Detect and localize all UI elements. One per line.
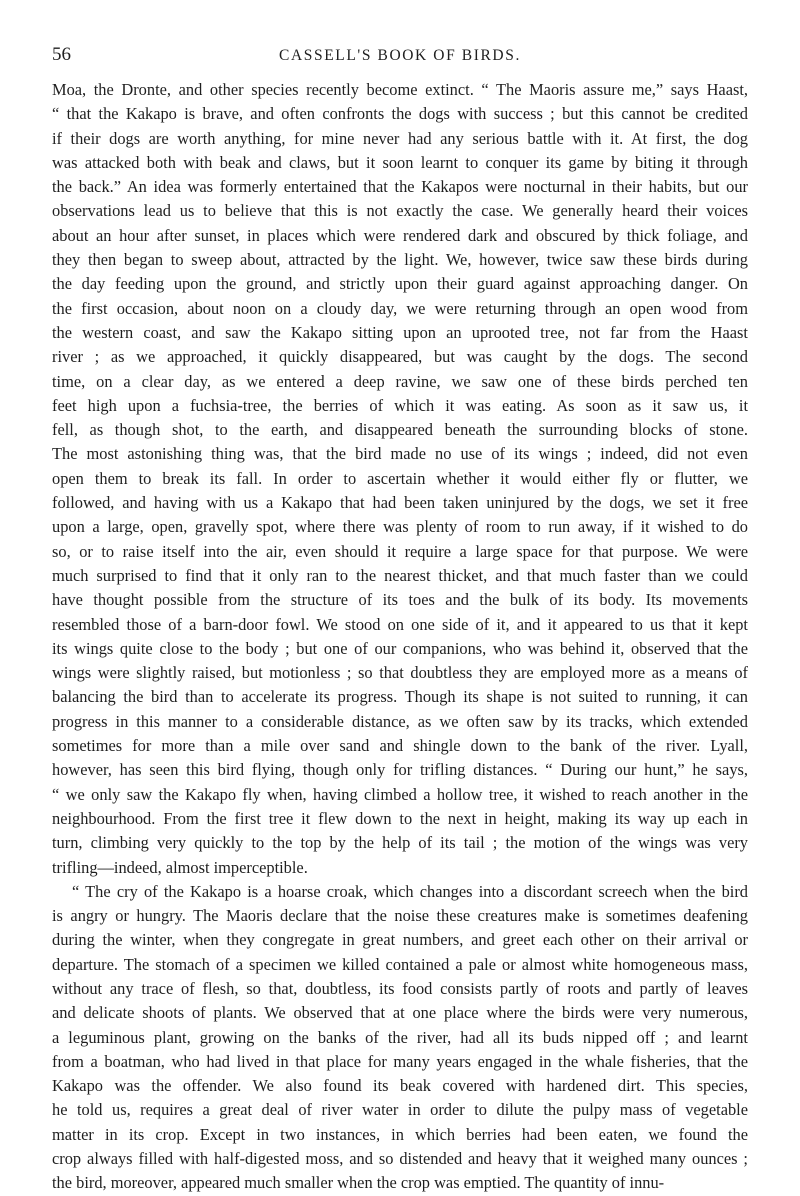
text-line: neighbourhood. From the first tree it flew down to the next in height, making its way up each in [52,808,748,828]
text-line: wings were slightly raised, but motionless ; so that doubtless they are employed more as a means of [52,663,748,683]
text-line: fell, as though shot, to the earth, and disappeared beneath the surrounding blocks of stone. [52,420,748,440]
text-line: he told us, requires a great deal of river water in order to dilute the pulpy mass of vegetable [52,1100,748,1120]
text-line: turn, climbing very quickly to the top by the help of its tail ; the motion of the wings was very [52,833,748,853]
text-line: have thought possible from the structure of its toes and the bulk of its body. Its movements [52,590,748,610]
text-line: and delicate shoots of plants. We observed that at one place where the birds were very numerous, [52,1003,748,1023]
text-line: its wings quite close to the body ; but one of our companions, who was behind it, observed that the [52,638,748,658]
text-line: without any trace of flesh, so that, doubtless, its food consists partly of roots and partly of leaves [52,978,748,998]
text-line: balancing the bird than to accelerate its progress. Though its shape is not suited to running, it can [52,687,748,707]
text-line: they then began to sweep about, attracted by the light. We, however, twice saw these birds during [52,250,748,270]
text-line: time, on a clear day, as we entered a deep ravine, we saw one of these birds perched ten [52,371,748,391]
text-line: Moa, the Dronte, and other species recently become extinct. “ The Maoris assure me,” says Haast, [52,80,748,99]
text-line: progress in this manner to a considerable distance, as we often saw by its tracks, which extended [52,711,748,731]
text-line: if their dogs are worth anything, for mine never had any serious battle with it. At first, the dog [52,128,748,148]
text-line: the day feeding upon the ground, and strictly upon their guard against approaching danger. On [52,274,748,294]
running-title: CASSELL'S BOOK OF BIRDS. [279,47,521,64]
running-head [52,40,748,70]
paragraph [52,880,748,1196]
text-line: much surprised to find that it only ran to the nearest thicket, and that much faster than we could [52,565,748,585]
text-line: river ; as we approached, it quickly disappeared, but was caught by the dogs. The second [52,347,748,367]
text-line: the back.” An idea was formerly entertained that the Kakapos were nocturnal in their habits, but our [52,177,748,197]
text-line: “ we only saw the Kakapo fly when, having climbed a hollow tree, it wished to reach another in the [52,784,748,804]
text-line: is angry or hungry. The Maoris declare that the noise these creatures make is sometimes deafening [52,906,748,926]
text-line: upon a large, open, gravelly spot, where there was plenty of room to run away, if it wished to do [52,517,748,537]
text-line: was attacked both with beak and claws, but it soon learnt to conquer its game by biting it through [52,152,748,172]
paragraph [52,78,748,880]
text-line: sometimes for more than a mile over sand and shingle down to the bank of the river. Lyall, [52,736,748,756]
text-line: resembled those of a barn-door fowl. We stood on one side of it, and it appeared to us that it kept [52,614,748,634]
text-line: “ The cry of the Kakapo is a hoarse croak, which changes into a discordant screech when the bird [72,881,748,901]
text-line: so, or to raise itself into the air, even should it require a large space for that purpose. We were [52,541,748,561]
text-line: “ that the Kakapo is brave, and often confronts the dogs with success ; but this cannot be credited [52,104,748,124]
text-line: The most astonishing thing was, that the bird made no use of its wings ; indeed, did not even [52,444,748,464]
text-line: about an hour after sunset, in places which were rendered dark and obscured by thick foliage, and [52,225,748,245]
page-number: 56 [52,44,71,65]
text-line: the first occasion, about noon on a cloudy day, we were returning through an open wood from [52,298,748,318]
text-line: Kakapo was the offender. We also found its beak covered with hardened dirt. This species, [52,1076,748,1096]
text-line: followed, and having with us a Kakapo that had been taken uninjured by the dogs, we set it free [52,493,748,513]
text-line: departure. The stomach of a specimen we killed contained a pale or almost white homogeneous mass, [52,954,748,974]
text-line: a leguminous plant, growing on the banks of the river, had all its buds nipped off ; and learnt [52,1027,748,1047]
text-line: matter in its crop. Except in two instances, in which berries had been eaten, we found the [52,1124,748,1144]
text-line: open them to break its fall. In order to ascertain whether it would either fly or flutter, we [52,468,748,488]
text-line: during the winter, when they congregate in great numbers, and greet each other on their arrival or [52,930,748,950]
text-line: observations lead us to believe that this is not exactly the case. We generally heard their voices [52,201,748,221]
text-line: the bird, moreover, appeared much smaller when the crop was emptied. The quantity of innu- [52,1173,665,1193]
text-line: from a boatman, who had lived in that place for many years engaged in the whale fisheries, that the [52,1051,748,1071]
text-line: crop always filled with half-digested moss, and so distended and heavy that it weighed many ounces ; [52,1149,748,1169]
text-line: trifling—indeed, almost imperceptible. [52,857,308,877]
text-line: the western coast, and saw the Kakapo sitting upon an uprooted tree, not far from the Haast [52,322,748,342]
text-line: however, has seen this bird flying, though only for trifling distances. “ During our hunt,” he says, [52,760,748,780]
body-text [52,78,748,1196]
text-line: feet high upon a fuchsia-tree, the berries of which it was eating. As soon as it saw us, it [52,395,748,415]
